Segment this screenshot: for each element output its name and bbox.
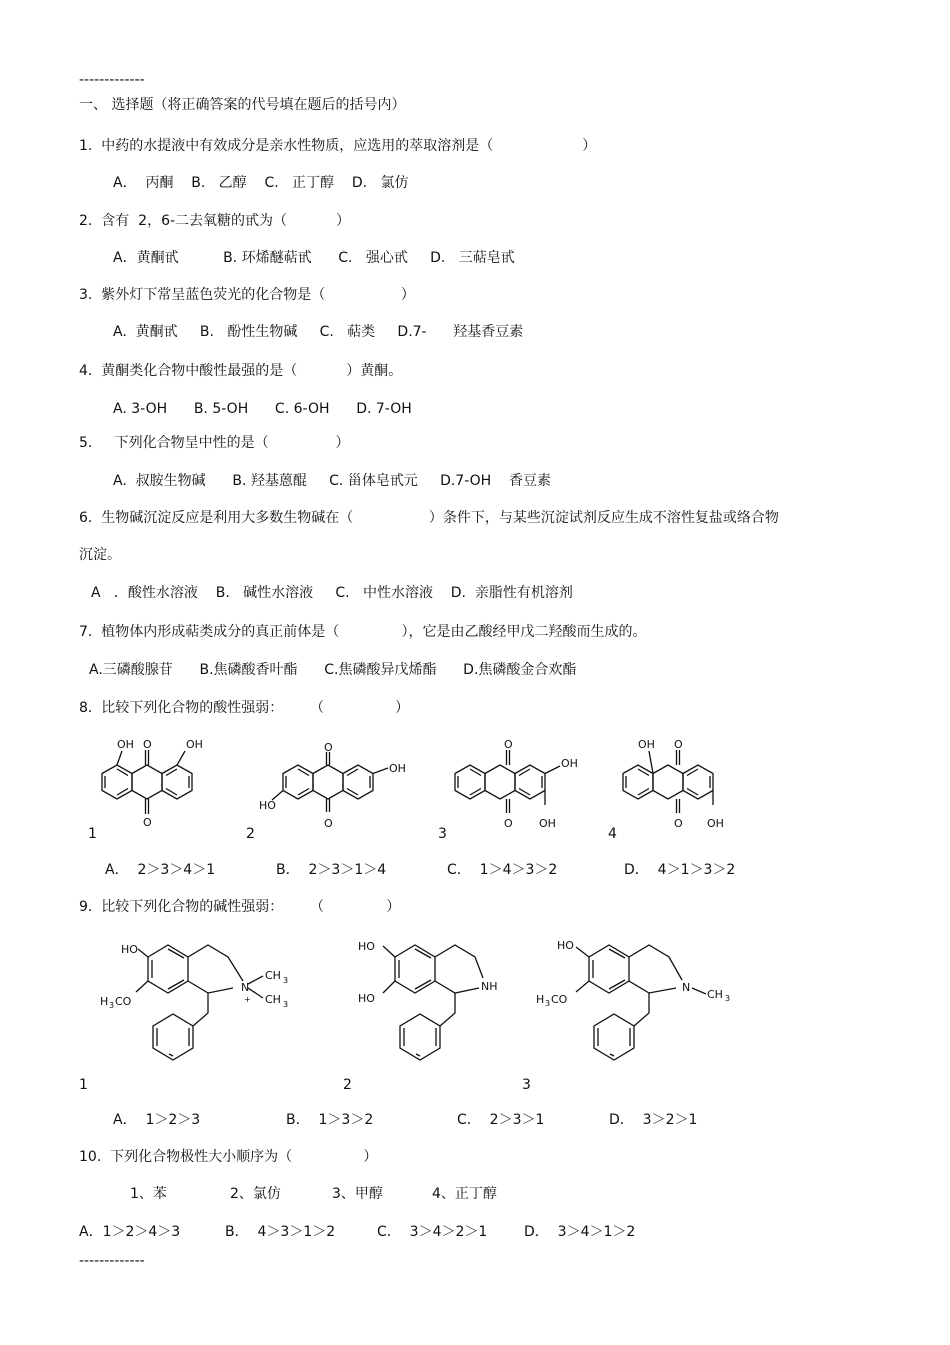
question-5-stem: 5. 下列化合物呈中性的是（ ） — [79, 435, 350, 451]
q9-structure-2 — [355, 936, 525, 1076]
q8-s4-o-top: O — [674, 738, 683, 751]
q9-s2-nh: NH — [481, 980, 498, 993]
q9-s1-ho: HO — [121, 943, 138, 956]
q8-s4-o-bottom: O — [674, 817, 683, 830]
q10-option-b: B． 4＞3＞1＞2 — [225, 1224, 336, 1240]
q8-s1-o-bottom: O — [143, 816, 152, 829]
q8-s2-ho: HO — [259, 799, 276, 812]
q8-label-3: 3 — [438, 826, 447, 842]
q10-option-c: C． 3＞4＞2＞1 — [377, 1224, 488, 1240]
q9-s1-ch-lower-sub: 3 — [283, 1000, 289, 1009]
q9-s2-ho-lower: HO — [358, 992, 375, 1005]
q8-s3-o-bottom: O — [504, 817, 513, 830]
q9-s3-ho: HO — [557, 939, 574, 952]
q9-structure-1 — [98, 936, 308, 1076]
question-8-stem: 8. 比较下列化合物的酸性强弱： （ ） — [79, 700, 410, 716]
q9-s1-h-sub: 3 — [109, 1001, 115, 1010]
q9-s1-n: N — [241, 981, 250, 994]
question-1-stem: 1. 中药的水提液中有效成分是亲水性物质，应选用的萃取溶剂是（ ） — [79, 138, 597, 154]
q9-label-3: 3 — [522, 1077, 531, 1093]
q9-s3-h: H — [536, 993, 545, 1006]
q8-structure-4 — [616, 735, 746, 835]
q8-s3-oh-bottom: OH — [539, 817, 556, 830]
question-4-stem: 4. 黄酮类化合物中酸性最强的是（ ）黄酮。 — [79, 363, 403, 379]
separator-bottom: ------------- — [79, 1253, 145, 1269]
q8-label-1: 1 — [88, 826, 97, 842]
q9-s3-ch-sub: 3 — [725, 994, 731, 1003]
question-5-options: A. 叔胺生物碱 B. 羟基蒽醌 C. 甾体皂甙元 D.7-OH 香豆素 — [113, 473, 551, 489]
q8-label-4: 4 — [608, 826, 617, 842]
q9-option-a: A． 1＞2＞3 — [113, 1112, 201, 1128]
question-9-stem: 9. 比较下列化合物的碱性强弱： （ ） — [79, 899, 401, 915]
q10-option-d: D． 3＞4＞1＞2 — [524, 1224, 636, 1240]
question-6-options: A ．酸性水溶液 B. 碱性水溶液 C. 中性水溶液 D. 亲脂性有机溶剂 — [91, 585, 573, 601]
question-7-options: A.三磷酸腺苷 B.焦磷酸香叶酯 C.焦磷酸异戊烯酯 D.焦磷酸金合欢酯 — [89, 662, 577, 678]
section-title: 一、 选择题（将正确答案的代号填在题后的括号内） — [79, 97, 406, 113]
question-2-options: A．黄酮甙 B. 环烯醚萜甙 C. 强心甙 D. 三萜皂甙 — [113, 250, 515, 266]
q9-option-c: C． 2＞3＞1 — [457, 1112, 545, 1128]
question-3-stem: 3. 紫外灯下常呈蓝色荧光的化合物是（ ） — [79, 287, 415, 303]
q8-option-b: B． 2＞3＞1＞4 — [276, 862, 387, 878]
q8-s1-oh-right: OH — [186, 738, 203, 751]
q9-s2-ho-upper: HO — [358, 940, 375, 953]
question-2-stem: 2. 含有 2，6-二去氧糖的甙为（ ） — [79, 213, 350, 229]
question-6-stem: 6. 生物碱沉淀反应是利用大多数生物碱在（ ）条件下，与某些沉淀试剂反应生成不溶性复盐或络合物 — [79, 510, 779, 526]
q8-s1-o-top: O — [143, 738, 152, 751]
q8-s2-o-top: O — [324, 741, 333, 754]
q9-s3-ch: CH — [707, 988, 723, 1001]
q9-option-d: D． 3＞2＞1 — [609, 1112, 698, 1128]
q8-s4-oh-bottom: OH — [707, 817, 724, 830]
question-7-stem: 7. 植物体内形成萜类成分的真正前体是（ ），它是由乙酸经甲戊二羟酸而生成的。 — [79, 624, 647, 640]
question-10-stem: 10. 下列化合物极性大小顺序为（ ） — [79, 1149, 378, 1165]
q8-structure-3 — [448, 735, 608, 835]
q8-s2-oh: OH — [389, 762, 406, 775]
question-4-options: A. 3-OH B. 5-OH C. 6-OH D. 7-OH — [113, 401, 412, 417]
q9-s3-co: CO — [551, 993, 568, 1006]
q8-structure-2 — [258, 740, 418, 835]
q8-s2-o-bottom: O — [324, 817, 333, 830]
question-1-options: A． 丙酮 B. 乙醇 C. 正丁醇 D. 氯仿 — [113, 175, 409, 191]
q9-s1-h: H — [100, 995, 109, 1008]
q8-option-c: C． 1＞4＞3＞2 — [447, 862, 558, 878]
q9-structure-3 — [534, 936, 744, 1076]
q9-s1-ch-lower: CH — [265, 993, 281, 1006]
q8-s3-oh-right: OH — [561, 757, 578, 770]
q8-s4-oh-top: OH — [638, 738, 655, 751]
q10-option-a: A．1＞2＞4＞3 — [79, 1224, 181, 1240]
q8-structure-1 — [95, 735, 225, 830]
q10-item-1: 1、苯 — [130, 1186, 167, 1202]
q8-option-a: A． 2＞3＞4＞1 — [105, 862, 216, 878]
separator-top: ------------- — [79, 72, 145, 88]
q8-s3-o-top: O — [504, 738, 513, 751]
q9-option-b: B． 1＞3＞2 — [286, 1112, 374, 1128]
q9-s1-ch-upper: CH — [265, 969, 281, 982]
q10-item-4: 4、正丁醇 — [432, 1186, 497, 1202]
q10-item-2: 2、氯仿 — [230, 1186, 281, 1202]
q9-s3-n: N — [682, 981, 691, 994]
q8-option-d: D． 4＞1＞3＞2 — [624, 862, 736, 878]
q8-label-2: 2 — [246, 826, 255, 842]
q10-item-3: 3、甲醇 — [332, 1186, 383, 1202]
question-6-stem-cont: 沉淀。 — [79, 547, 121, 563]
q9-s1-ch-upper-sub: 3 — [283, 976, 289, 985]
q8-s1-oh-left: OH — [117, 738, 134, 751]
q9-s3-h-sub: 3 — [545, 999, 551, 1008]
q9-s1-plus: + — [244, 995, 251, 1004]
question-3-options: A. 黄酮甙 B. 酚性生物碱 C. 萜类 D.7- 羟基香豆素 — [113, 324, 524, 340]
q9-s1-co: CO — [115, 995, 132, 1008]
q9-label-1: 1 — [79, 1077, 88, 1093]
q9-label-2: 2 — [343, 1077, 352, 1093]
